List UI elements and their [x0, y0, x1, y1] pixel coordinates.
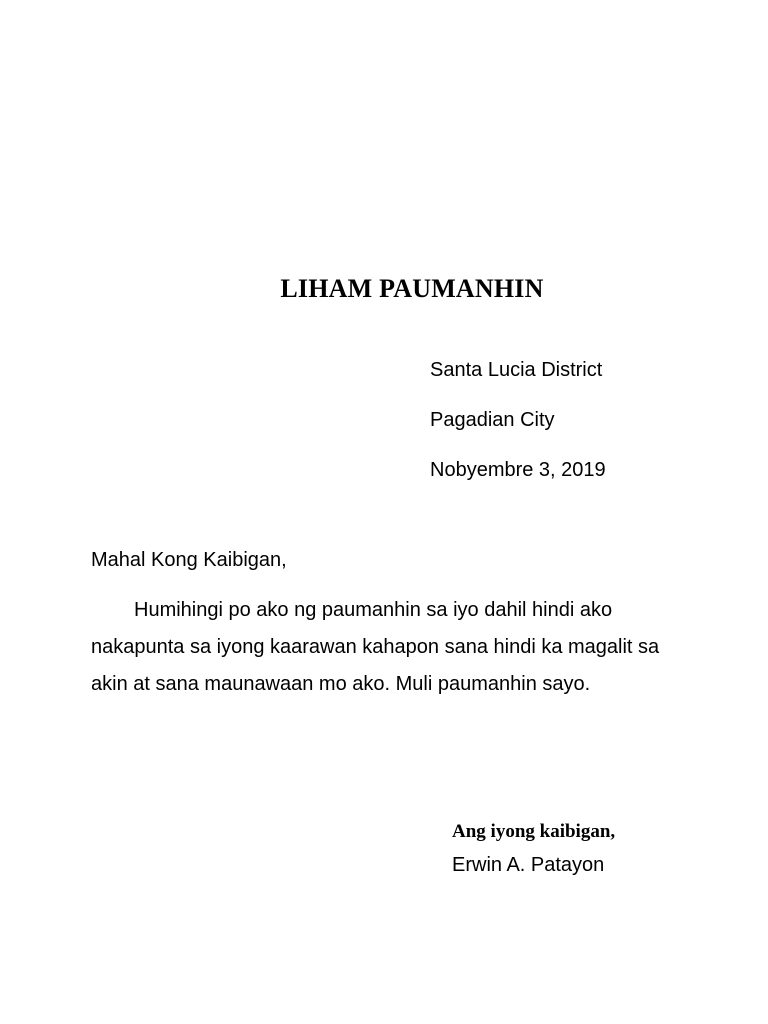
- signature-name: Erwin A. Patayon: [452, 854, 605, 876]
- letter-body: Humihingi po ako ng paumanhin sa iyo dahil hindi ako nakapunta sa iyong kaarawan kahapon sana hindi ka magalit sa akin at sana maunawaan mo ako. Muli paumanhin sayo.: [91, 599, 660, 695]
- address-city: Pagadian City: [430, 409, 555, 431]
- closing: Ang iyong kaibigan,: [452, 821, 616, 842]
- letter-title: LIHAM PAUMANHIN: [280, 274, 544, 303]
- salutation: Mahal Kong Kaibigan,: [91, 549, 287, 571]
- address-block: [430, 345, 606, 495]
- letter-date: Nobyembre 3, 2019: [430, 459, 606, 481]
- address-district: Santa Lucia District: [430, 359, 603, 381]
